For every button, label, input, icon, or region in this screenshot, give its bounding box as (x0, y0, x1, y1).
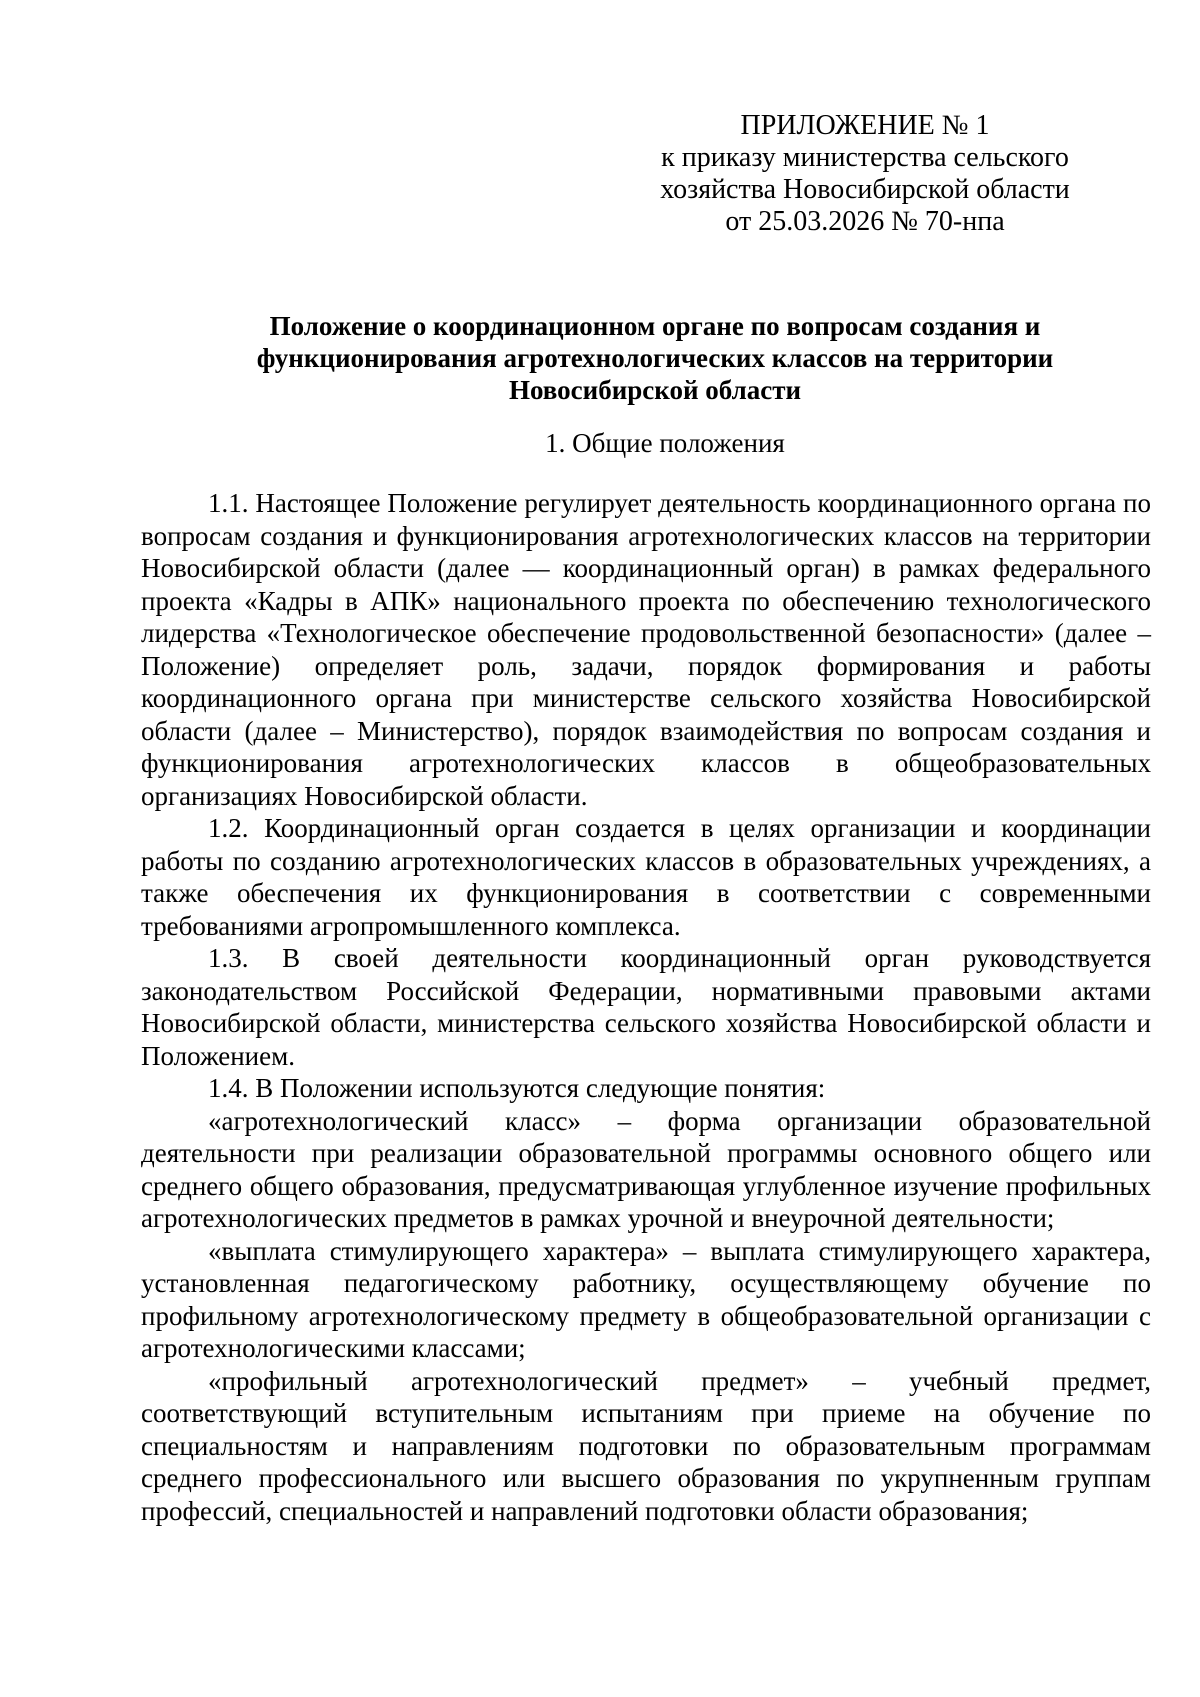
definition-agrotech-class: «агротехнологический класс» – форма организации образовательной деятельности при реализации образовательной программы основного общего или среднего общего образования, предусматривающая углубленное изучение профильных агротехнологических предметов в рамках урочной и внеурочной деятельности; (141, 1105, 1151, 1233)
document-title-line3: Новосибирской области (508, 375, 802, 405)
appendix-order-ref-line1: к приказу министерства сельского (661, 142, 1069, 173)
section-heading: 1. Общие положения (545, 428, 785, 458)
document-title-line2: функционирования агротехнологических классов на территории (256, 343, 1054, 373)
appendix-order-date: от 25.03.2026 № 70-нпа (725, 206, 1005, 237)
appendix-header (630, 110, 1100, 238)
paragraph-1-1: 1.1. Настоящее Положение регулирует деятельность координационного органа по вопросам создания и функционирования агротехнологических классов на территории Новосибирской области (далее — координационный орган) в рамках федерального проекта «Кадры в АПК» национального проекта по обеспечению технологического лидерства «Технологическое обеспечение продовольственной безопасности» (далее – Положение) определяет роль, задачи, порядок формирования и работы координационного органа при министерстве сельского хозяйства Новосибирской области (далее – Министерство), порядок взаимодействия по вопросам создания и функционирования агротехнологических классов в общеобразовательных организациях Новосибирской области. (141, 488, 1151, 811)
paragraph-1-2: 1.2. Координационный орган создается в целях организации и координации работы по созданию агротехнологических классов в образовательных учреждениях, а также обеспечения их функционирования в соответствии с современными требованиями агропромышленного комплекса. (141, 813, 1151, 941)
document-title-line1: Положение о координационном органе по вопросам создания и (269, 311, 1041, 341)
document-title (190, 310, 1120, 406)
appendix-number: ПРИЛОЖЕНИЕ № 1 (740, 110, 990, 141)
definition-profile-subject: «профильный агротехнологический предмет» – учебный предмет, соответствующий вступительным испытаниям при приеме на обучение по специальностям и направлениям подготовки по образовательным программам среднего профессионального или высшего образования по укрупненным группам профессий, специальностей и направлений подготовки области образования; (141, 1365, 1151, 1526)
paragraph-1-3: 1.3. В своей деятельности координационный орган руководствуется законодательством Российской Федерации, нормативными правовыми актами Новосибирской области, министерства сельского хозяйства Новосибирской области и Положением. (141, 943, 1151, 1071)
appendix-order-ref-line2: хозяйства Новосибирской области (660, 174, 1070, 205)
definition-incentive-payment: «выплата стимулирующего характера» – выплата стимулирующего характера, установленная педагогическому работнику, осуществляющему обучение по профильному агротехнологическому предмету в общеобразовательной организации с агротехнологическими классами; (141, 1235, 1151, 1363)
section-body (141, 487, 1151, 1527)
paragraph-1-4: 1.4. В Положении используются следующие понятия: (208, 1073, 826, 1103)
